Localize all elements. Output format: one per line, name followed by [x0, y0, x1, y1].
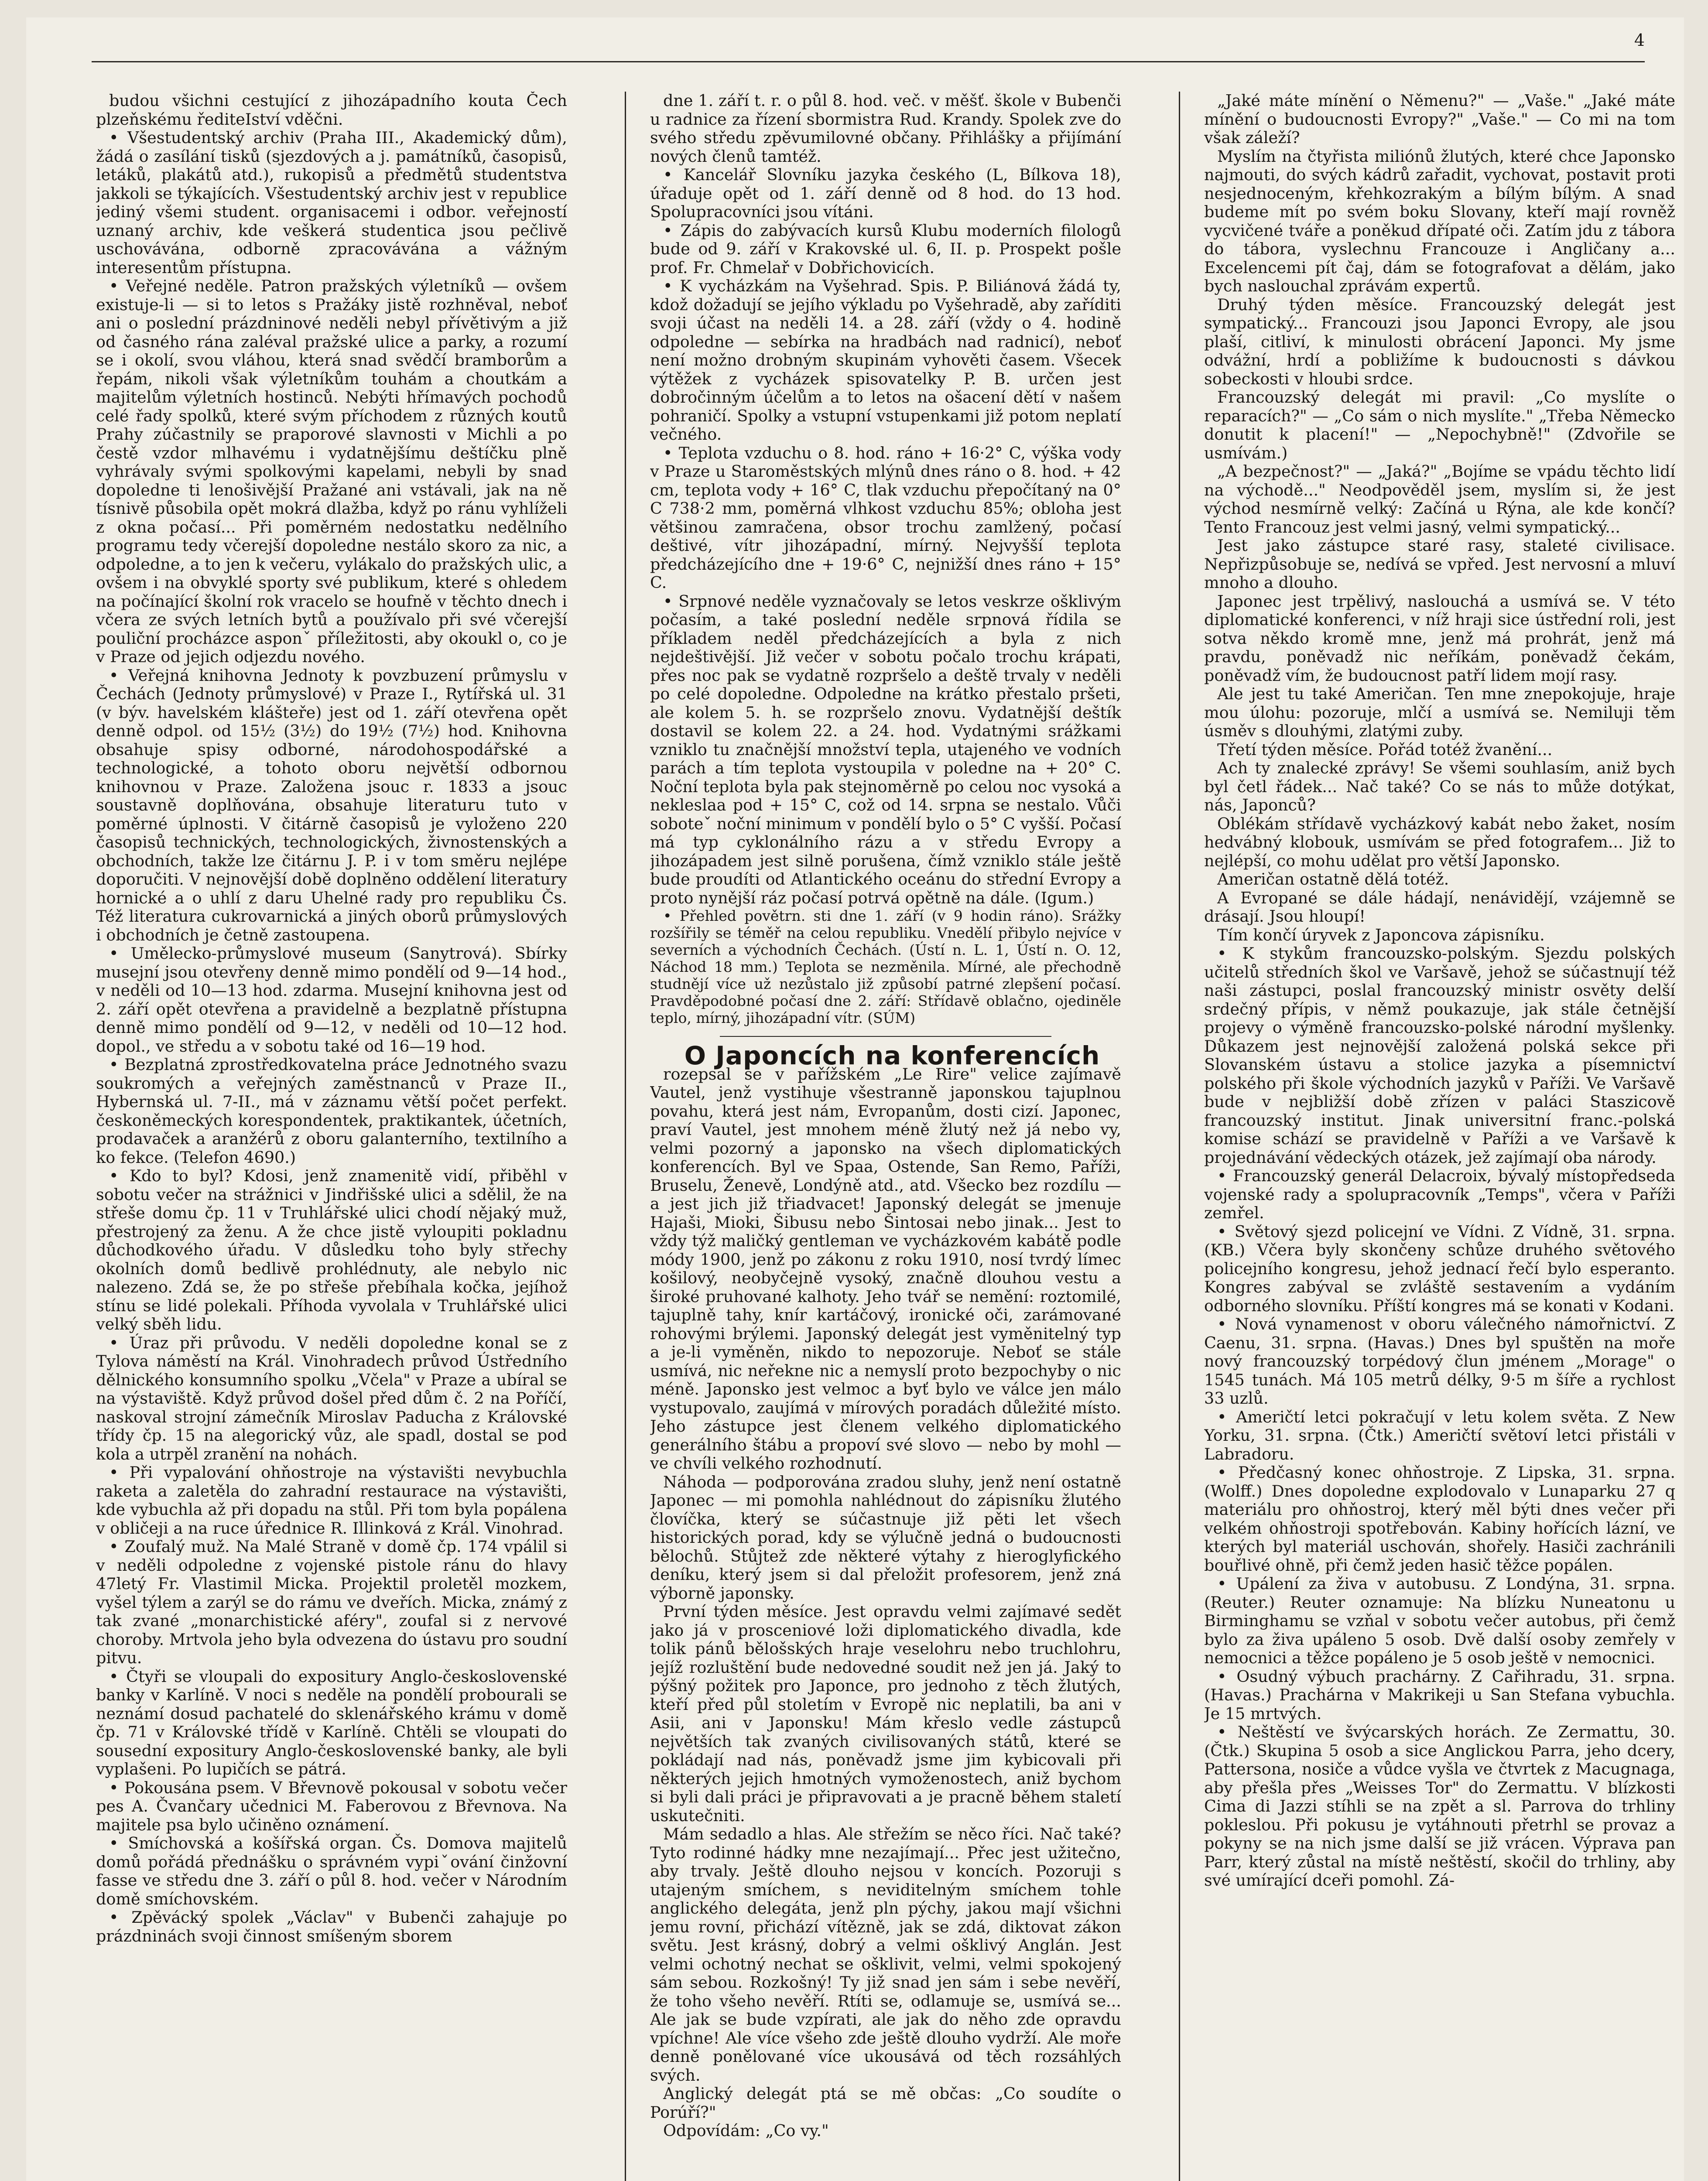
news-item: • Nová vynamenost v oboru válečného námořnictví. Z Caenu, 31. srpna. (Havas.) Dnes byl spuštěn na moře nový francouzský torpédový člun jménem „Morage" o 1545 tunách. Má 105 metrů délky, 9·5 m šíře a rychlost 33 uzlů. — [1204, 1315, 1675, 1408]
news-item: • Francouzský generál Delacroix, bývalý místopředseda vojenské rady a spolupracovník „Temps", včera v Paříži zemřel. — [1204, 1166, 1675, 1222]
news-item: • Zoufalý muž. Na Malé Straně v domě čp. 174 vpálil si v neděli odpoledne z vojenské pistole ránu do hlavy 47letý Fr. Vlastimil Micka. Projektil proletěl mozkem, vyšel týlem a zarýl se do rámu ve dveřích. Micka, známý z tak zvané „monarchistické aféry", zoufal si z nervové choroby. Mrtvola jeho byla odvezena do ústavu pro soudní pitvu. — [96, 1537, 567, 1667]
article-paragraph: Druhý týden měsíce. Francouzský delegát jest sympatický... Francouzi jsou Japonci Evropy, ale jsou plaší, citliví, k minulosti obrácení Japonci. My jsme odvážní, hrdí a pobližíme k budoucnosti s dávkou sobeckosti v hloubi srdce. — [1204, 295, 1675, 388]
article-paragraph: rozepsal se v pařížském „Le Rire" velice zajímavě Vautel, jenž vystihuje všestranně japonskou tajuplnou povahu, která jest nám, Evropanům, dosti cizí. Japonec, praví Vautel, jest mnohem méně žlutý než já nebo vy, velmi pozorný a japonsko na všech diplomatických konferencích. Byl ve Spaa, Ostende, San Remo, Paříži, Bruselu, Ženevě, Londýně atd., atd. Všecko bez rozdílu — a jest jich již třiadvacet! Japonský delegát se jmenuje Hajaši, Mioki, Šibusu nebo Šintosai nebo jinak... Jest to vždy týž maličký gentleman ve vycházkovém kabátě podle módy 1900, jenž po zákonu z roku 1910, nosí tvrdý límec košilový, neobyčejně vysoký, značně dlouhou vestu a široké pruhované kalhoty. Jeho tvář se nemění: roztomilé, tajuplně tahy, knír kartáčový, ironické oči, zarámované rohovými brýlemi. Japonský delegát jest vyměnitelný typ a je-li vyměněn, nikdo to nepozoruje. Neboť se stále usmívá, nic neřekne nic a nemyslí proto bezpochyby o nic méně. Japonsko jest velmoc a byť bylo ve válce jen málo vystupovalo, zaujímá v mírových poradách důležité místo. Jeho zástupce jest členem velkého diplomatického generálního štábu a propoví své slovo — nebo by mohl — ve chvíli velkého rozhodnutí. — [650, 1064, 1121, 1473]
news-item: • K stykům francouzsko-polským. Sjezdu polských učitelů středních škol ve Varšavě, jehož se súčastnují též naši zástupci, poslal francouzský ministr osvěty delší srdečný přípis, v němž poukazuje, jak stále četnější projevy o výměně francouzsko-polské národní myšlenky. Důkazem jest nejnovější založená polská sekce při Slovanském ústavu a stolice jazyka a písemnictví polského při škole východních jazyků v Paříži. Ve Varšavě bude v nejbližší době zřízen v paláci Staszicově francouzský institut. Jinak universitní franc.-polská komise schází se pravidelně v Paříži a ve Varšavě k projednávání vědeckých otázek, jež zajímají oba národy. — [1204, 944, 1675, 1167]
weather-report: • Přehled povětrn. sti dne 1. září (v 9 hodin ráno). Srážky rozšířily se téměř na celou republiku. Vnedělí přibylo nejvíce v severních a východních Čechách. (Ústí n. L. 1, Ústí n. O. 12, Náchod 18 mm.) Teplota se nezměnila. Mírné, ale přechodně studnějí více už nezůstalo již způsobí patrné zlepšení počasí. Pravděpodobné počasí dne 2. září: Střídavě oblačno, ojediněle teplo, mírný, jihozápadní vítr. (SÚM) — [650, 907, 1121, 1026]
column-right — [1204, 92, 1675, 2181]
article-paragraph: Japonec jest trpělivý, naslouchá a usmívá se. V této diplomatické konferenci, v níž hraji sice ústřední roli, jest sotva někdo kromě mne, jenž má prohrát, jenž má pravdu, poněvadž nic neříkám, poněvadž čekám, poněvadž vím, že budoucnost patří lidem mojí rasy. — [1204, 591, 1675, 685]
news-item: • Čtyři se vloupali do expositury Anglo-československé banky v Karlíně. V noci s neděle na pondělí probourali se neznámí dosud pachatelé do sklenářského krámu v domě čp. 71 v Královské třídě v Karlíně. Chtěli se vloupati do sousední expositury Anglo-československé banky, ale byli vyplašeni. Po lupičích se pátrá. — [96, 1667, 567, 1778]
news-item: • Kdo to byl? Kdosi, jenž znamenitě vidí, přiběhl v sobotu večer na strážnici v Jindřišské ulici a sdělil, že na střeše domu čp. 11 v Truhlářské ulici chodí nějaký muž, přestrojený za ženu. A že chce jistě vyloupiti pokladnu důchodkového úřadu. V důsledku toho byly střechy okolních domů bedlivě prohlédnuty, ale nebylo nic nalezeno. Zdá se, že po střeše přebíhala kočka, jejíhož stínu se lidé polekali. Příhoda vyvolala v Truhlářské ulici velký sběh lidu. — [96, 1166, 567, 1333]
article-paragraph: Mám sedadlo a hlas. Ale střežím se něco říci. Nač také? Tyto rodinné hádky mne nezajímají... Přec jest užitečno, aby trvaly. Ještě dlouho nejsou v koncích. Pozoruji s utajeným smíchem, s neviditelným smíchem tohle anglického delegáta, jenž pln pýchy, jakou mají všichni jemu rovní, přichází vítězně, jak se zdá, diktovat zákon světu. Jest krásný, dobrý a velmi ošklivý Anglán. Jest velmi ochotný nechat se ošklivit, velmi, velmi spokojený sám sebou. Rozkošný! Ty již snad jen sám i sebe nevěří, že toho všeho nevěří. Rtíti se, odlamuje se, usmívá se... Ale jak se bude vzpírati, ale jak do něho zde opravdu vpíchne! Ale více všeho zde ještě dlouho vydrží. Ale moře denně ponělované více ukousává od těch rozsáhlých svých. — [650, 1825, 1121, 2085]
news-item: • Upálení za živa v autobusu. Z Londýna, 31. srpna. (Reuter.) Reuter oznamuje: Na blízku Nuneatonu u Birminghamu se vzňal v sobotu večer autobus, při čemž bylo za živa upáleno 5 osob. Dvě další osoby zemřely v nemocnici a těžce popáleno je 5 osob ještě v nemocnici. — [1204, 1574, 1675, 1667]
article-paragraph: „Jaké máte mínění o Němenu?" — „Vaše." „Jaké máte mínění o budoucnosti Evropy?" „Vaše." — Co mi na tom však záleží? — [1204, 92, 1675, 147]
article-separator — [720, 1036, 1051, 1037]
article-paragraph: První týden měsíce. Jest opravdu velmi zajímavé sedět jako já v prosceniové loži diplomatického divadla, kde tolik pánů bělošských hraje veselohru nebo truchlohru, jejíž rozluštění bude nedovedné soudit než jen já. Jaký to pýšný požitek pro Japonce, pro jednoho z těch žlutých, kteří před půl stoletím v Evropě nic neplatili, ba ani v Asii, ani v Japonsku! Mám křeslo vedle zástupců největších tak zvaných civilisovaných států, které se pokládají nad nás, poněvadž jsme jim kybicovali při některých jejich hmotných vymoženostech, aniž bychom si byli dali práci je připravovati a je pracně během staletí uskutečniti. — [650, 1602, 1121, 1825]
news-item: • Kancelář Slovníku jazyka českého (L, Bílkova 18), úřaduje opět od 1. září denně od 8 hod. do 13 hod. Spolupracovníci jsou vítáni. — [650, 165, 1121, 221]
news-item: • Úraz při průvodu. V neděli dopoledne konal se z Tylova náměstí na Král. Vinohradech průvod Ústředního dělnického konsumního spolku „Včela" v Praze a ubíral se na výstaviště. Když průvod došel před dům č. 2 na Poříčí, naskoval strojní zámečník Miroslav Paducha z Královské třídy čp. 15 na alegorický vůz, ale spadl, dostal se pod kola a utrpěl zranění na nohách. — [96, 1333, 567, 1463]
article-paragraph: Ale jest tu také Američan. Ten mne znepokojuje, hraje mou úlohu: pozoruje, mlčí a usmívá se. Nemiluji těm úsměv s dlouhými, zlatými zuby. — [1204, 684, 1675, 740]
news-item: • Osudný výbuch prachárny. Z Cařihradu, 31. srpna. (Havas.) Prachárna v Makrikeji u San Stefana vybuchla. Je 15 mrtvých. — [1204, 1667, 1675, 1723]
article-paragraph: Ach ty znalecké zprávy! Se všemi souhlasím, aniž bych byl četl řádek... Nač také? Co se nás to může dotýkat, nás, Japonců? — [1204, 759, 1675, 814]
news-item: • Teplota vzduchu o 8. hod. ráno + 16·2° C, výška vody v Praze u Staroměstských mlýnů dnes ráno o 8. hod. + 42 cm, teplota vody + 16° C, tlak vzduchu přepočítaný na 0° C 738·2 mm, poměrná vlhkost vzduchu 85%; obloha jest většinou zamračena, obsor trochu zamlžený, počasí deštivé, vítr jihozápadní, mírný. Nejvyšší teplota předcházejícího dne + 19·6° C, nejnižší dnes ráno + 15° C. — [650, 443, 1121, 592]
news-item: budou všichni cestující z jihozápadního kouta Čech plzeňskému řediteIství vděčni. — [96, 92, 567, 129]
article-paragraph: Anglický delegát ptá se mě občas: „Co soudíte o Porúří?" — [650, 2084, 1121, 2122]
news-item: • Bezplatná zprostředkovatelna práce Jednotného svazu soukromých a veřejných zaměstnanců v Praze II., Hybernská ul. 7-II., má v záznamu větší počet perfekt. českoněmeckých korespondentek, praktikantek, účetních, prodavaček a aranžérů z oboru galanterního, textilního a ko fekce. (Telefon 4690.) — [96, 1055, 567, 1167]
article-paragraph: Američan ostatně dělá totéž. — [1217, 870, 1449, 889]
column-left — [96, 92, 567, 2181]
news-item: • Srpnové neděle vyznačovaly se letos veskrze ošklivým počasím, a také poslední neděle srpnová řídila se příkladem neděl předcházejících a byla z nich nejdeštivější. Již večer v sobotu počalo trochu krápati, přes noc pak se vydatně rozpršelo a deště trvaly v neděli po celé dopoledne. Odpoledne na krátko přestalo pršeti, ale kolem 5. h. se rozpršelo znovu. Vydatnější deštík dostavil se kolem 22. a 24. hod. Vydatnými srážkami vzniklo tu značnější množství tepla, utajeného ve vodních parách a tím teplota vystoupila v poledne na + 20° C. Noční teplota byla pak stejnoměrně po celou noc vysoká a nekleslaa pod + 15° C, což od 14. srpna se nestalo. Vůči soboteˇ noční minimum v pondělí bylo o 5° C vyšší. Počasí má typ cyklonálního rázu a v středu Evropy a jihozápadem jest silně porušena, čímž vzniklo stále ještě bude proudíti od Atlantického oceánu do střední Evropy a proto nynější ráz počasí potrvá opětně na dále. (Igum.) — [650, 591, 1121, 907]
news-item: • Zpěvácký spolek „Václav" v Bubenči zahajuje po prázdninách svoji činnost smíšeným sborem — [96, 1908, 567, 1945]
news-item: • Američtí letci pokračují v letu kolem světa. Z New Yorku, 31. srpna. (Čtk.) Američtí světoví letci přistáli v Labradoru. — [1204, 1407, 1675, 1463]
news-item: • K vycházkám na Vyšehrad. Spis. P. Biliánová žádá ty, kdož dožadují se jejího výkladu po Vyšehradě, aby zaříditi svoji účast na neděli 14. a 28. září (vždy o 4. hodině odpoledne — sebírka na hradbách nad radnicí), neboť není možno drobným skupinám vyhověti časem. Všecek výtěžek z vycházek spisovatelky P. B. určen jest dobročinným účelům a to letos na ošacení dětí v našem pohraničí. Spolky a vstupní vstupenkami již potom neplatí večného. — [650, 277, 1121, 444]
article-paragraph: Oblékám střídavě vycházkový kabát nebo žaket, nosím hedvábný klobouk, usmívám se před fotografem... Již to nejlépší, co mohu udělat pro větší Japonsko. — [1204, 814, 1675, 870]
page-header-rule — [92, 31, 1645, 62]
news-item: dne 1. září t. r. o půl 8. hod. več. v měšť. škole v Bubenči u radnice za řízení sbormistra Rud. Krandy. Spolek zve do svého středu zpěvumilovné občany. Přihlášky a přijímání nových členů tamtéž. — [650, 92, 1121, 166]
article-paragraph: Jest jako zástupce staré rasy, staleté civilisace. Nepřizpůsobuje se, nedívá se vpřed. Jest nervosní a mluví mnoho a dlouho. — [1204, 536, 1675, 592]
news-item: • Všestudentský archiv (Praha III., Akademický dům), žádá o zasílání tisků (sjezdových a j. památníků, časopisů, letáků, plakátů atd.), rukopisů a předmětů studentstva jakkoli se týkajících. Všestudentský archiv jest v republice jediný všemi student. organisacemi i odbor. veřejností uznaný archiv, kde veškerá studentica jsou pečlivě uschovávána, odborně zpracovávána a vážným interesentům přístupna. — [96, 128, 567, 277]
news-item: • Neštěstí ve švýcarských horách. Ze Zermattu, 30. (Čtk.) Skupina 5 osob a sice Anglickou Parra, jeho dcery, Pattersona, nosiče a vůdce vyšla ve čtvrtek z Macugnaga, aby přešla přes „Weisses Tor" do Zermattu. V blízkosti Cima di Jazzi stíhli se na zpět a sl. Parrova do trhliny pokleslou. Při pokusu je vytáhnouti přetrhl se provaz a pokyny se na nich jsme další se již vrácen. Výprava pan Parr, který zůstal na místě neštěstí, skočil do trhliny, aby své umírající dceři pomohl. Zá- — [1204, 1723, 1675, 1890]
article-paragraph: Odpovídám: „Co vy." — [663, 2121, 829, 2140]
news-item: • Pokousána psem. V Břevnově pokousal v sobotu večer pes A. Čvančary učednici M. Faberovou z Břevnova. Na majitele psa bylo učiněno oznámení. — [96, 1778, 567, 1834]
article-paragraph: „A bezpečnost?" — „Jaká?" „Bojíme se vpádu těchto lidí na východě..." Neodpověděl jsem, myslím si, že jest východ nesmírně velký: Začíná u Rýna, ale kde končí? Tento Francouz jest velmi jasný, velmi sympatický... — [1204, 462, 1675, 537]
column-divider — [625, 92, 626, 2181]
news-item: • Světový sjezd policejní ve Vídni. Z Vídně, 31. srpna. (KB.) Včera byly skončeny schůze druhého světového policejního kongresu, jehož jednací řečí bylo esperanto. Kongres zabýval se zvláště sestavením a vydáním odborného slovníku. Příští kongres má se konati v Kodani. — [1204, 1222, 1675, 1315]
news-item: • Při vypalování ohňostroje na výstavišti nevybuchla raketa a zaletěla do zahradní restaurace na výstavišti, kde vybuchla až při dopadu na stůl. Při tom byla popálena v obličeji a na ruce úřednice R. Illinková z Král. Vinohrad. — [96, 1463, 567, 1538]
news-item: • Umělecko-průmyslové museum (Sanytrová). Sbírky musejní jsou otevřeny denně mimo pondělí od 9—14 hod., v neděli od 10—13 hod. zdarma. Musejní knihovna jest od 2. září opět otevřena a pravidelně a bezplatně přístupna denně mimo pondělí od 9—12, v neděli od 10—12 hod. dopol., ve středu a v sobotu také od 16—19 hod. — [96, 944, 567, 1056]
news-item: • Veřejné neděle. Patron pražských výletníků — ovšem existuje-li — si to letos s Pražáky jistě rozhněval, neboť ani o poslední prázdninové neděli nebyl přívětivým a již od časného rána zaléval pražské ulice a parky, a rozumí se i okolí, svou vláhou, která snad svědčí bramborům a řepám, nikoli však výletníkům touhám a choutkám a majitelům výletních hostinců. Nebýti hřímavých pochodů celé řady spolků, které svým příchodem z různých koutů Prahy zúčastnily se praporové slavnosti v Michli a po čestě vzdor mlhavému i vydatnějšímu deštíčku plně vyhrávaly svými spolkovými kapelami, nebyli by snad dopoledne ti lenošivější Pražané ani vstávali, jak na ně tísnivě působila opět mokrá dlažba, když po ránu vyhlíželi z okna počasí... Při poměrném nedostatku nedělního programu tedy včerejší dopoledne nestálo skoro za nic, a odpoledne, a to jen k večeru, vylákalo do pražských ulic, a ovšem i na obvyklé sporty své publikum, které s ohledem na počínající školní rok vracelo se houfně v těchto dnech i včera ze svých letních bytů a používalo při své včerejší pouliční procházce asponˇ příležitosti, aby okoukl o, co je v Praze od jejich odjezdu nového. — [96, 277, 567, 666]
article-paragraph: Náhoda — podporována zradou sluhy, jenž není ostatně Japonec — mi pomohla nahlédnout do zápisníku žlutého človíčka, který se súčastnuje již pěti let všech historických porad, kdy se výlučně jedná o budoucnosti bělochů. Stůjtež zde některé výtahy z hieroglyfického deníku, který jsem si dal přeložit profesorem, jenž zná výborně japonsky. — [650, 1472, 1121, 1603]
article-paragraph: Myslím na čtyřista miliónů žlutých, které chce Japonsko najmouti, do svých kádrů zařadit, vychovat, postavit proti nesjednoceným, křehkozrakým a bílým bílým. A snad budeme mít po svém boku Slovany, kteří mají rovněž vycvičené tváře a poněkud dřípaté oči. Zatím jdu z tábora do tábora, vyslechnu Francouze i Angličany a... Excelencemi pít čaj, dám se fotografovat a dělám, jako bych naslouchal zprávám expertů. — [1204, 147, 1675, 295]
newspaper-page — [26, 17, 1684, 2181]
article-paragraph: Tím končí úryvek z Japoncova zápisníku. — [1217, 925, 1545, 944]
news-item: • Zápis do zabývacích kursů Klubu moderních filologů bude od 9. září v Krakovské ul. 6, II. p. Prospekt pošle prof. Fr. Chmelař v Dobřichovicích. — [650, 221, 1121, 277]
article-paragraph: Francouzský delegát mi pravil: „Co myslíte o reparacích?" — „Co sám o nich myslíte." „Třeba Německo donutit k placení!" — „Nepochybně!" (Zdvořile se usmívám.) — [1204, 388, 1675, 462]
news-item: • Předčasný konec ohňostroje. Z Lipska, 31. srpna. (Wolff.) Dnes dopoledne explodovalo v Lunaparku 27 q materiálu pro ohňostroj, který měl býti dnes večer při velkém ohňostroji spotřebován. Kabiny hořících lázní, ve kterých byl materiál uschován, shořely. Hasiči zachránili bouřlivé ohně, při čemž jeden hasič těžce popálen. — [1204, 1463, 1675, 1575]
article-paragraph: Třetí týden měsíce. Pořád totéž žvanění... — [1217, 740, 1553, 759]
article-paragraph: A Evropané se dále hádají, nenávidějí, vzájemně se drásají. Jsou hloupí! — [1204, 888, 1675, 926]
news-item: • Smíchovská a košířská organ. Čs. Domova majitelů domů pořádá přednášku o správném vypiˇování činžovní fasse ve středu dne 3. září o půl 8. hod. večer v Národním domě smíchovském. — [96, 1834, 567, 1908]
article-title: O Japoncích na konferencích — [684, 1041, 1100, 1070]
column-divider — [1179, 92, 1180, 2181]
news-item: • Veřejná knihovna Jednoty k povzbuzení průmyslu v Čechách (Jednoty průmyslové) v Praze I., Rytířská ul. 31 (v býv. havelském klášteře) jest od 1. září otevřena opět denně odpol. od 15½ (3½) do 19½ (7½) hod. Knihovna obsahuje spisy odborné, národohospodářské a technologické, a tohoto oboru největší odbornou knihovnou v Praze. Založena jsouc r. 1833 a jsouc soustavně doplňována, obsahuje literaturu tuto v poměrné úplnosti. V čitárně časopisů je vyloženo 220 časopisů technických, technologických, živnostenských a obchodních, takže lze čitárnu J. P. i v tom směru nejlépe doporučiti. V nejnovější době doplněno oddělení literatury hornické a o uhlí z daru Uhelné rady pro republiku Čs. Též literatura cukrovarnická a jiných oborů průmyslových i obchodních je četně zastoupena. — [96, 666, 567, 944]
page-number: 4 — [1634, 31, 1645, 50]
column-middle — [650, 92, 1121, 2181]
